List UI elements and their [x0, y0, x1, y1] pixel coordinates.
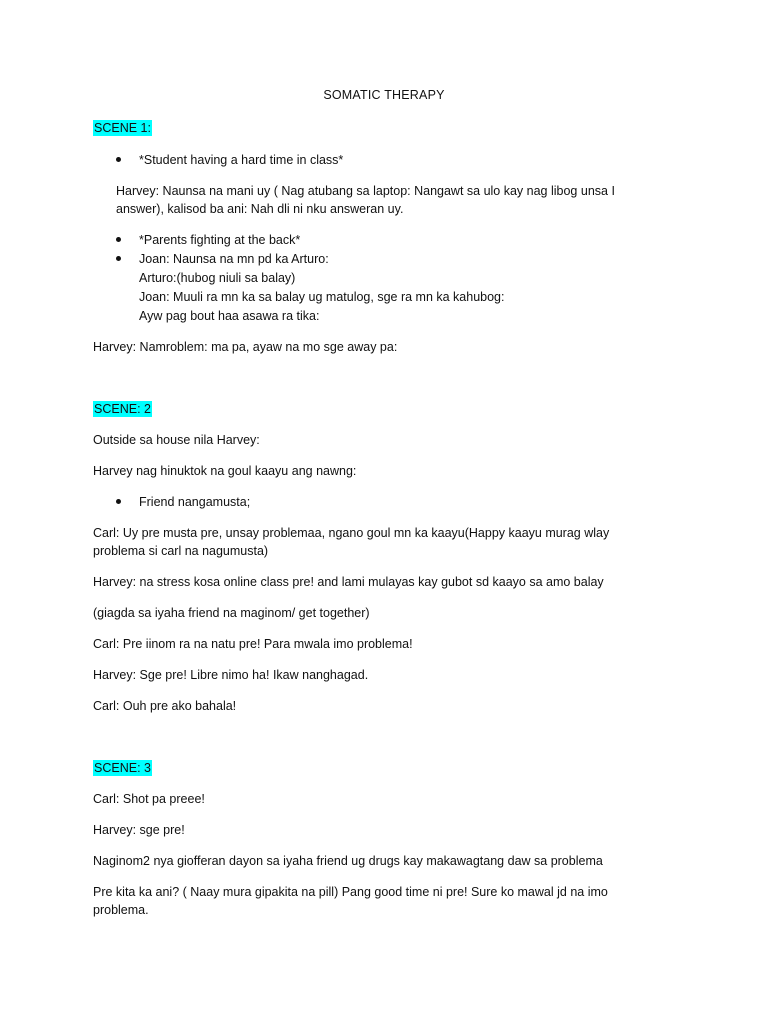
- bullet-icon: [116, 151, 128, 170]
- scene-1-joan-line: Joan: Muuli ra mn ka sa balay ug matulog, sge ra mn ka kahubog:: [139, 290, 505, 304]
- scene-1-harvey-namroblem: Harvey: Namroblem: ma pa, ayaw na mo sge away pa:: [93, 340, 398, 354]
- bullet-icon: [116, 493, 128, 512]
- scene-1-bullet-parents: *Parents fighting at the back*: [139, 233, 301, 247]
- scene-2-carl-line-2: problema si carl na nagumusta): [93, 544, 269, 558]
- bullet-icon: [116, 250, 128, 269]
- bullet-icon: [116, 231, 128, 250]
- scene-1-ayw-line: Ayw pag bout haa asawa ra tika:: [139, 309, 320, 323]
- scene-3-carl-shot: Carl: Shot pa preee!: [93, 792, 205, 806]
- scene-2-heading: SCENE: 2: [94, 402, 151, 416]
- scene-2-harvey-stress: Harvey: na stress kosa online class pre! and lami mulayas kay gubot sd kaayo sa amo balay: [93, 575, 604, 589]
- scene-3-pre-kita-line-1: Pre kita ka ani? ( Naay mura gipakita na pill) Pang good time ni pre! Sure ko mawal jd na imo: [93, 885, 608, 899]
- scene-2-bullet-friend: Friend nangamusta;: [139, 495, 251, 509]
- scene-2-harvey-hinuktok: Harvey nag hinuktok na goul kaayu ang nawng:: [93, 464, 357, 478]
- scene-3-naginom: Naginom2 nya giofferan dayon sa iyaha friend ug drugs kay makawagtang daw sa problema: [93, 854, 603, 868]
- scene-3-pre-kita-line-2: problema.: [93, 903, 149, 917]
- scene-2-carl-iinom: Carl: Pre iinom ra na natu pre! Para mwala imo problema!: [93, 637, 413, 651]
- scene-2-harvey-sge: Harvey: Sge pre! Libre nimo ha! Ikaw nanghagad.: [93, 668, 369, 682]
- scene-3-heading: SCENE: 3: [94, 761, 151, 775]
- scene-2-outside: Outside sa house nila Harvey:: [93, 433, 260, 447]
- scene-1-arturo-line: Arturo:(hubog niuli sa balay): [139, 271, 296, 285]
- scene-1-harvey-line-1: Harvey: Naunsa na mani uy ( Nag atubang sa laptop: Nangawt sa ulo kay nag libog unsa I: [116, 184, 615, 198]
- scene-1-bullet-student: *Student having a hard time in class*: [139, 153, 344, 167]
- scene-1-bullet-joan: Joan: Naunsa na mn pd ka Arturo:: [139, 252, 329, 266]
- scene-2-carl-line-1: Carl: Uy pre musta pre, unsay problemaa, ngano goul mn ka kaayu(Happy kaayu murag wlay: [93, 526, 610, 540]
- document-title: SOMATIC THERAPY: [323, 88, 445, 102]
- scene-2-carl-ouh: Carl: Ouh pre ako bahala!: [93, 699, 237, 713]
- scene-3-harvey-sge: Harvey: sge pre!: [93, 823, 185, 837]
- scene-2-giagda: (giagda sa iyaha friend na maginom/ get together): [93, 606, 370, 620]
- scene-1-harvey-line-2: answer), kalisod ba ani: Nah dli ni nku answeran uy.: [116, 202, 404, 216]
- scene-1-heading: SCENE 1:: [94, 121, 151, 135]
